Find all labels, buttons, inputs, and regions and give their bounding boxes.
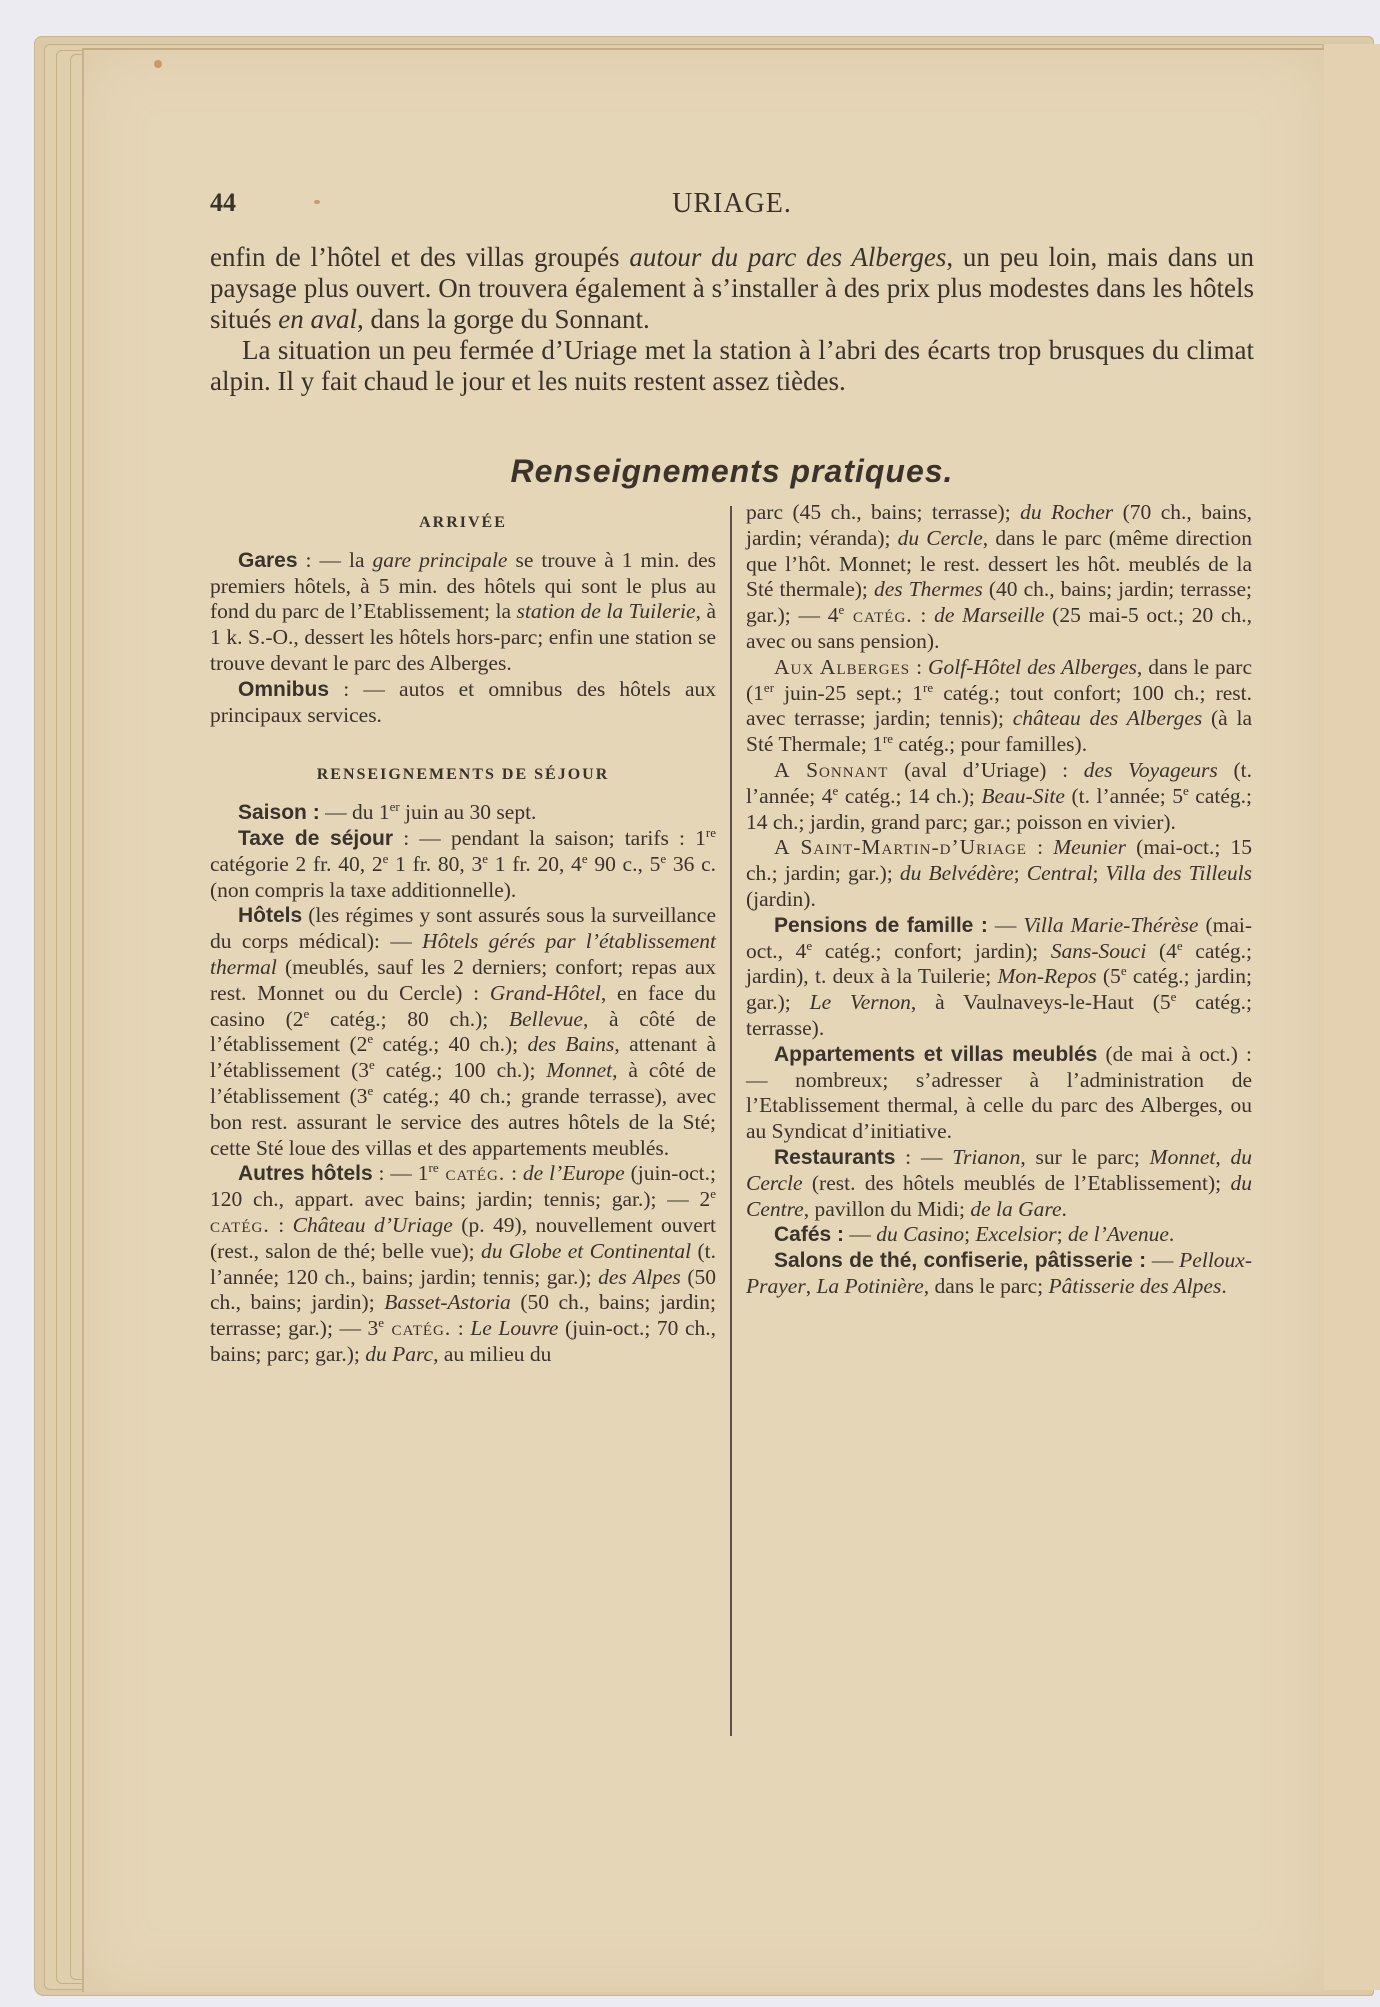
running-head <box>210 188 1254 224</box>
entry-omnibus: Omnibus : — autos et omnibus des hôtels aux principaux services. <box>210 676 716 727</box>
entry-salons-de-the: Salons de thé, confiserie, pâtisserie : — Pelloux-Prayer, La Potinière, dans le parc; Pâtisserie des Alpes. <box>746 1248 1252 1298</box>
paper-stain <box>154 60 162 68</box>
subheading-arrivee: ARRIVÉE <box>419 514 507 531</box>
entry-gares: Gares : — la gare principale se trouve à 1 min. des premiers hôtels, à 5 min. des hôtels qui sont le plus au fond du parc de l’Etablissement; la station de la Tuilerie, à 1 k. S.-O., dessert les hôtels hors-parc; enfin une station se trouve devant le parc des Alberges. <box>210 547 716 675</box>
left-column <box>210 500 730 1736</box>
facing-page-edge <box>1322 44 1380 1990</box>
intro-text <box>210 242 1254 397</box>
subheading-sejour: RENSEIGNEMENTS DE SÉJOUR <box>316 766 610 784</box>
entry-a-sonnant: A Sonnant (aval d’Uriage) : des Voyageurs (t. l’année; 4e catég.; 14 ch.); Beau-Site (t. l’année; 5e catég.; 14 ch.; jardin, grand parc; gar.; poisson en vivier). <box>746 757 1253 834</box>
entry-taxe-de-sejour: Taxe de séjour : — pendant la saison; tarifs : 1re catégorie 2 fr. 40, 2e 1 fr. 80, 3e 1 fr. 20, 4e 90 c., 5e 36 c. (non compris la taxe additionnelle). <box>210 824 717 902</box>
running-title: URIAGE. <box>672 188 792 219</box>
entry-saison: Saison : — du 1er juin au 30 sept. <box>238 799 537 825</box>
intro-paragraph: La situation un peu fermée d’Uriage met la station à l’abri des écarts trop brusques du climat alpin. Il y fait chaud le jour et les nuits restent assez tièdes. <box>210 335 1254 396</box>
two-column-body <box>210 500 1254 1736</box>
page-content <box>210 188 1254 1736</box>
entry-aux-alberges: Aux Alberges : Golf-Hôtel des Alberges, dans le parc (1er juin-25 sept.; 1re catég.; tout confort; 100 ch.; rest. avec terrasse; jardin; tennis); château des Alberges (à la Sté Thermale; 1re catég.; pour familles). <box>746 654 1253 757</box>
page-number: 44 <box>210 188 236 217</box>
right-column <box>732 500 1252 1736</box>
intro-paragraph: enfin de l’hôtel et des villas groupés autour du parc des Alberges, un peu loin, mais dans un paysage plus ouvert. On trouvera également à s’installer à des prix plus modestes dans les hôtels situés en aval, dans la gorge du Sonnant. <box>210 242 1254 334</box>
entry-restaurants: Restaurants : — Trianon, sur le parc; Monnet, du Cercle (rest. des hôtels meublés de l’Etablissement); du Centre, pavillon du Midi; de la Gare. <box>746 1144 1253 1221</box>
entry-autres-hotels: Autres hôtels : — 1re catég. : de l’Europe (juin-oct.; 120 ch., appart. avec bains; jardin; tennis; gar.); — 2e catég. : Château d’Uriage (p. 49), nouvellement ouvert (rest., salon de thé; belle vue); du Globe et Continental (t. l’année; 120 ch., bains; jardin; tennis; gar.); des Alpes (50 ch., bains; jardin); Basset-Astoria (50 ch., bains; jardin; terrasse; gar.); — 3e catég. : Le Louvre (juin-oct.; 70 ch., bains; parc; gar.); du Parc, au milieu du <box>210 1160 717 1366</box>
section-title: Renseignements pratiques. <box>510 453 954 489</box>
entry-saint-martin: A Saint-Martin-d’Uriage : Meunier (mai-oct.; 15 ch.; jardin; gar.); du Belvédère; Central; Villa des Tilleuls (jardin). <box>746 835 1252 911</box>
entry-pensions: Pensions de famille : — Villa Marie-Thérèse (mai-oct., 4e catég.; confort; jardin); Sans-Souci (4e catég.; jardin), t. deux à la Tuilerie; Mon-Repos (5e catég.; jardin; gar.); Le Vernon, à Vaulnaveys-le-Haut (5e catég.; terrasse). <box>746 912 1253 1040</box>
entry-hotels: Hôtels (les régimes y sont assurés sous la surveillance du corps médical): — Hôtels gérés par l’établissement thermal (meublés, sauf les 2 derniers; confort; repas aux rest. Monnet ou du Cercle) : Grand-Hôtel, en face du casino (2e catég.; 80 ch.); Bellevue, à côté de l’établissement (2e catég.; 40 ch.); des Bains, attenant à l’établissement (3e catég.; 100 ch.); Monnet, à côté de l’établissement (3e catég.; 40 ch.; grande terrasse), avec bon rest. assurant le service des autres hôtels de la Sté; cette Sté loue des villas et des appartements meublés. <box>210 903 716 1160</box>
entry-hotels-continued: parc (45 ch., bains; terrasse); du Rocher (70 ch., bains, jardin; véranda); du Cercle, dans le parc (même direction que l’hôt. Monnet; le rest. dessert les hôt. meublés de la Sté thermale); des Thermes (40 ch., bains; jardin; terrasse; gar.); — 4e catég. : de Marseille (25 mai-5 oct.; 20 ch., avec ou sans pension). <box>746 500 1253 653</box>
entry-appartements: Appartements et villas meublés (de mai à oct.) : — nombreux; s’adresser à l’administration de l’Etablissement thermal, à celle du parc des Alberges, ou au Syndicat d’initiative. <box>746 1041 1252 1144</box>
entry-cafes: Cafés : — du Casino; Excelsior; de l’Avenue. <box>774 1222 1175 1247</box>
